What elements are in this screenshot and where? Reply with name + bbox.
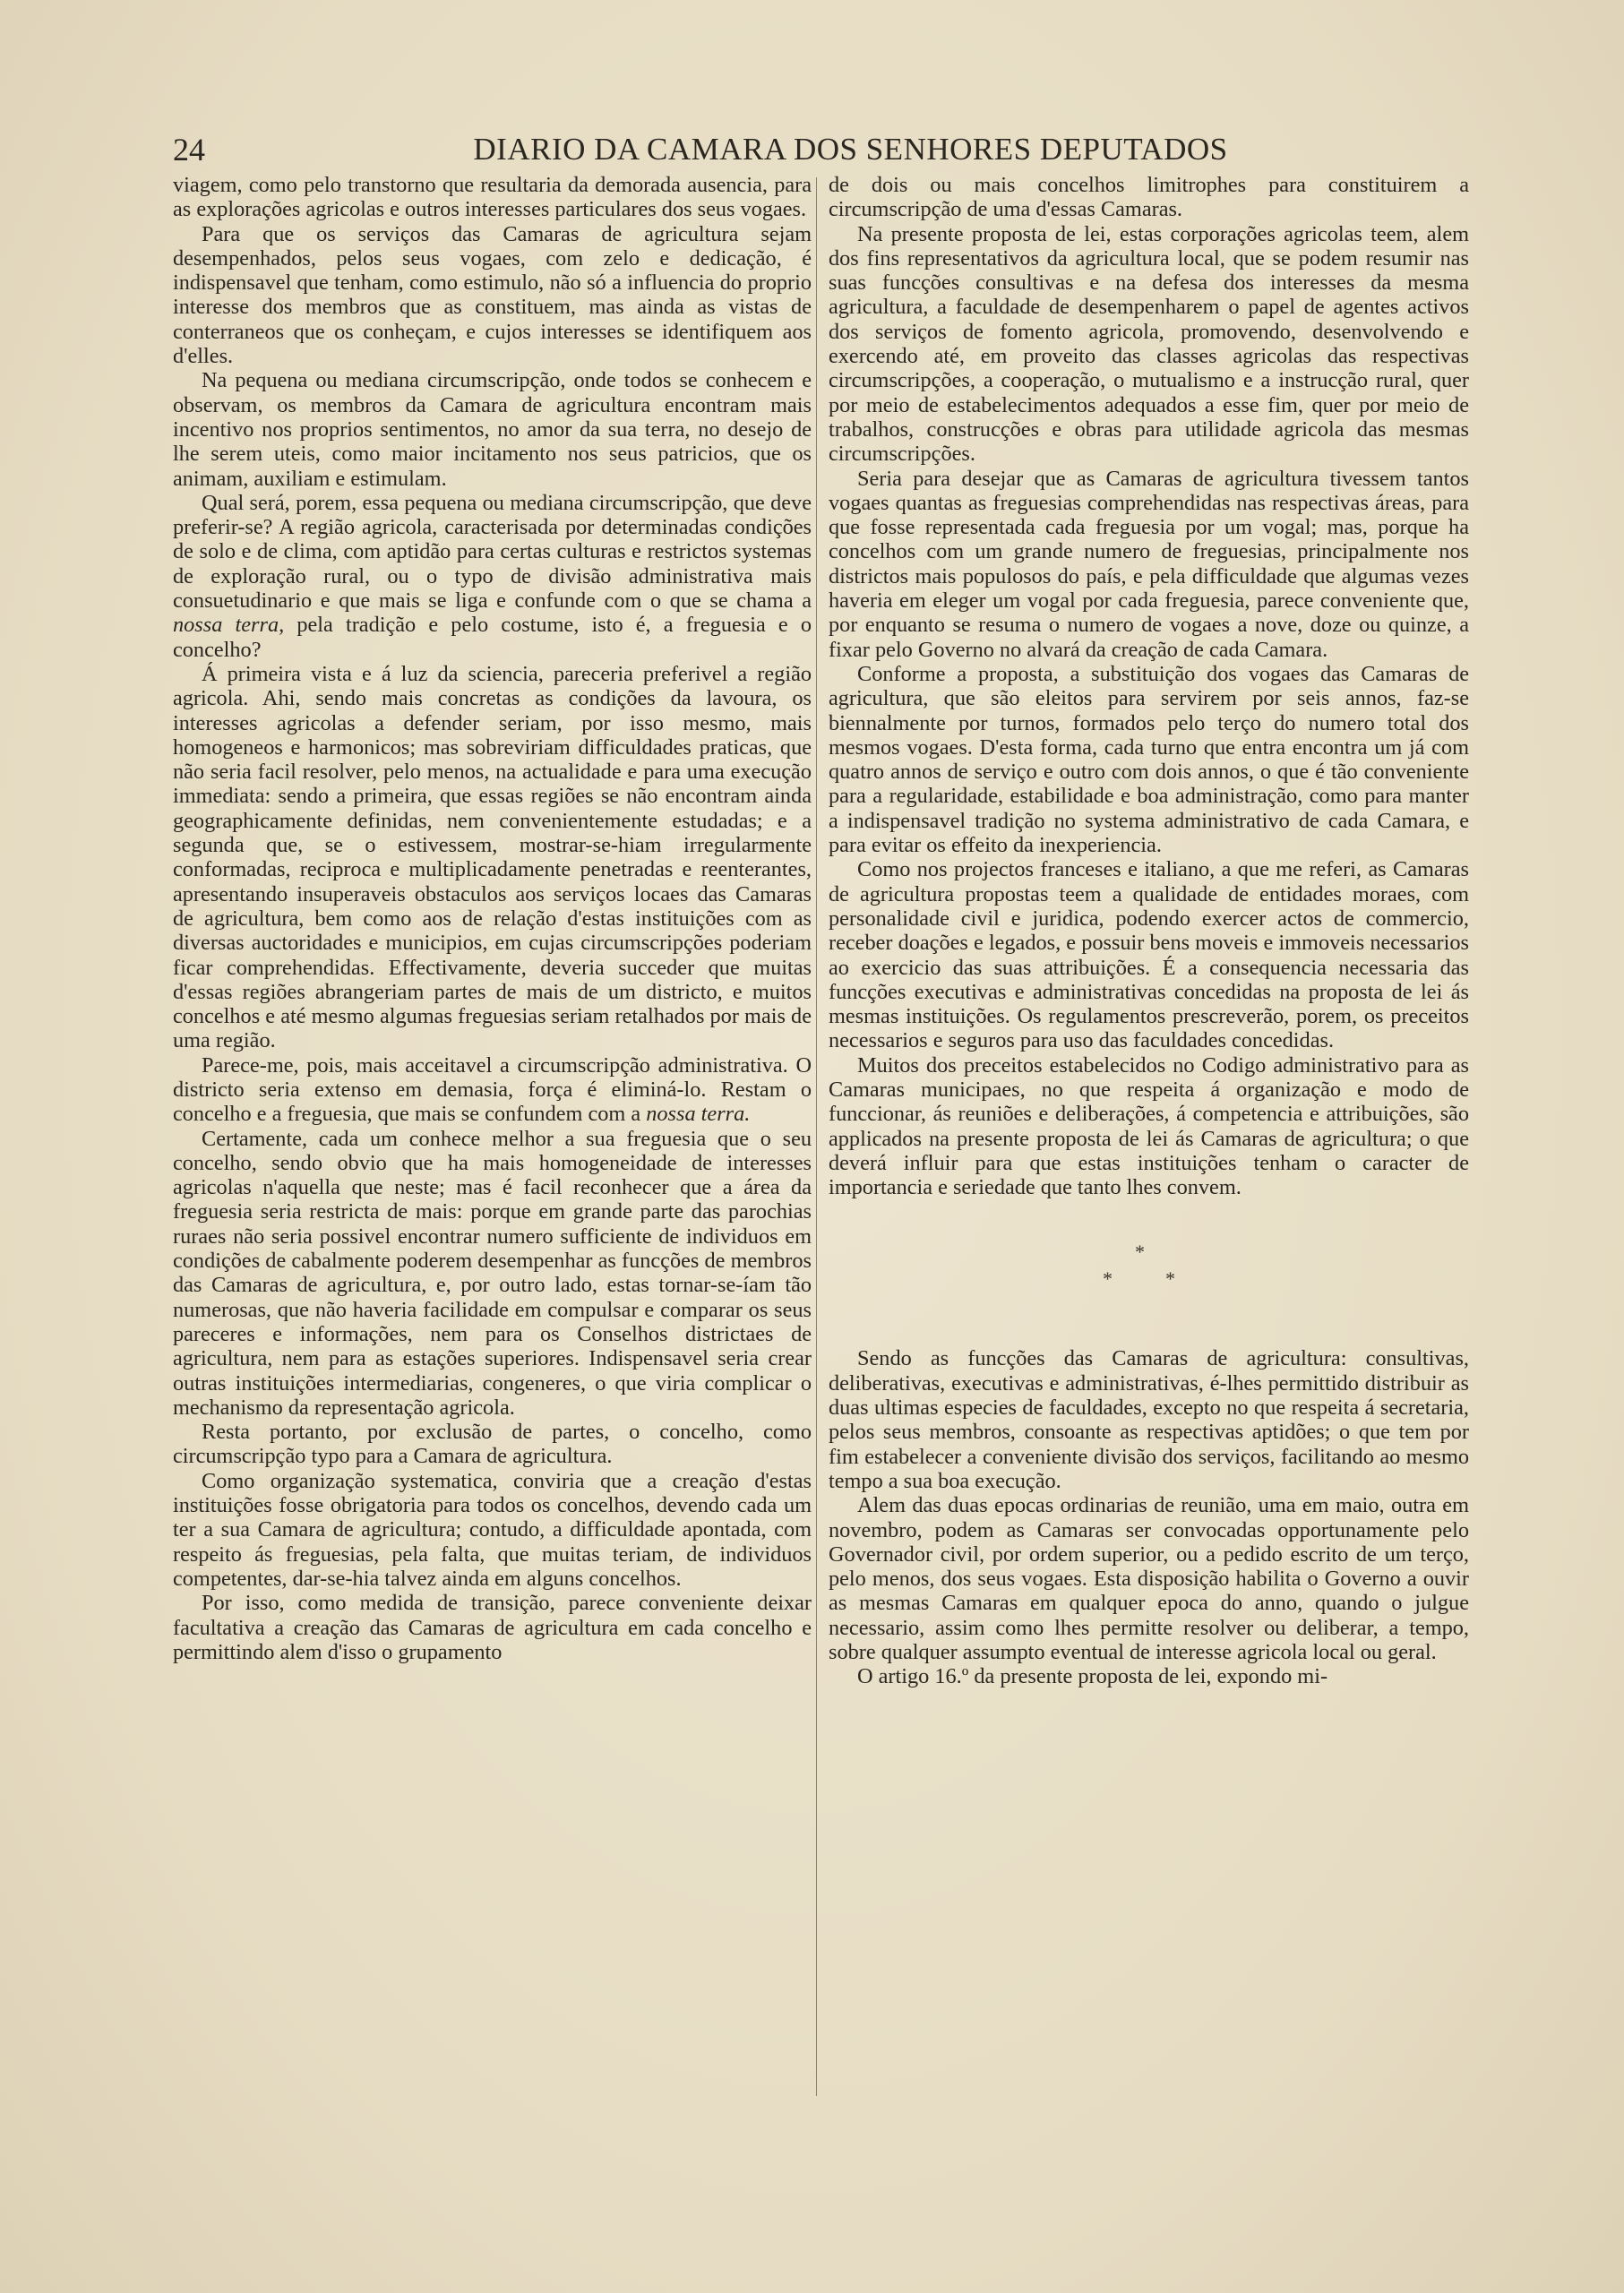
paragraph: Alem das duas epocas ordinarias de reunião, uma em maio, outra em novembro, podem as Camaras ser convocadas opportunamente pelo Governador civil, por ordem superior, ou a pedido escrito de um terço, pelo menos, dos seus vogaes. Esta disposição habilita o Governo a ouvir as mesmas Camaras em qualquer epoca do anno, quando o julgue necessario, assim como lhes permitte resolver ou deliberar, a tempo, sobre qualquer assumpto eventual de interesse agricola local ou geral. (829, 1493, 1469, 1665)
column-divider (816, 177, 817, 2096)
page-header (173, 130, 1474, 169)
paragraph: Para que os serviços das Camaras de agricultura sejam desempenhados, pelos seus vogaes, com zelo e dedicação, é indispensavel que tenham, como estimulo, não só a influencia do proprio interesse dos membros que as constituem, mas ainda as vistas de conterraneos que os conheçam, e cujos interesses se identifiquem aos d'elles. (173, 221, 812, 369)
paragraph: Seria para desejar que as Camaras de agricultura tivessem tantos vogaes quantas as freguesias comprehendidas nas respectivas áreas, para que fosse representada cada freguesia por um vogal; mas, porque ha concelhos com um grande numero de freguesias, principalmente nos districtos mais populosos do país, e pela difficuldade que algumas vezes haveria em eleger um vogal por cada freguesia, parece conveniente que, por enquanto se resuma o numero de vogaes a nove, doze ou quinze, a fixar pelo Governo no alvará da creação de cada Camara. (829, 466, 1469, 662)
page-number: 24 (173, 132, 205, 167)
paragraph: viagem, como pelo transtorno que resultaria da demorada ausencia, para as explorações agricolas e outros interesses particulares dos seus vogaes. (173, 173, 812, 222)
italic-phrase: nossa terra. (646, 1102, 751, 1127)
section-asterism (829, 1232, 1469, 1312)
paragraph: Por isso, como medida de transição, parece conveniente deixar facultativa a creação das Camaras de agricultura em cada concelho e permittindo alem d'isso o grupamento (173, 1591, 812, 1664)
paragraph (173, 491, 812, 662)
paragraph: Na pequena ou mediana circumscripção, onde todos se conhecem e observam, os membros da Camara de agricultura encontram mais incentivo nos proprios sentimentos, no amor da sua terra, no desejo de lhe serem uteis, como maior incitamento nos seus patricios, que os animam, auxiliam e estimulam. (173, 368, 812, 491)
italic-phrase: nossa terra, (173, 613, 285, 638)
paragraph: de dois ou mais concelhos limitrophes para constituirem a circumscripção de uma d'essas Camaras. (829, 173, 1469, 222)
paragraph: Muitos dos preceitos estabelecidos no Codigo administrativo para as Camaras municipaes, no que respeita á organização e modo de funccionar, ás reuniões e deliberações, á competencia e attribuições, são applicados na presente proposta de lei ás Camaras de agricultura; o que deverá influir para que estas instituições tenham o caracter de importancia e seriedade que tanto lhes convem. (829, 1052, 1469, 1200)
right-column (829, 173, 1469, 1689)
paragraph: Resta portanto, por exclusão de partes, o concelho, como circumscripção typo para a Camara de agricultura. (173, 1420, 812, 1469)
left-column (173, 173, 812, 1664)
paragraph-text: Parece-me, pois, mais acceitavel a circumscripção administrativa. O districto seria extenso em demasia, força é eliminá-lo. Restam o concelho e a freguesia, que mais se confundem com a (173, 1052, 812, 1127)
asterisk: * (1103, 1267, 1113, 1291)
paragraph: Certamente, cada um conhece melhor a sua freguesia que o seu concelho, sendo obvio que ha mais homogeneidade de interesses agricolas n'aquella que neste; mas é facil reconhecer que a área da freguesia seria restricta de mais: porque em grande parte das parochias ruraes não seria possivel encontrar numero sufficiente de individuos em condições de cabalmente poderem desempenhar as funcções de membros das Camaras de agricultura, e, por outro lado, estas tornar-se-íam tão numerosas, que não haveria facilidade em compulsar e comparar os seus pareceres e informações, nem para os Conselhos districtaes de agricultura, nem para as estações superiores. Indispensavel seria crear outras instituições intermediarias, congeneres, o que viria complicar o mechanismo da representação agricola. (173, 1126, 812, 1420)
paragraph: Na presente proposta de lei, estas corporações agricolas teem, alem dos fins representativos da agricultura local, que se podem resumir nas suas funcções consultivas e na defesa dos interesses da mesma agricultura, a faculdade de desempenharem o papel de agentes activos dos serviços de fomento agricola, promovendo, desenvolvendo e exercendo até, em proveito das classes agricolas das respectivas circumscripções, a cooperação, o mutualismo e a instrucção rural, quer por meio de estabelecimentos adequados a esse fim, quer por meio de trabalhos, construcções e obras para utilidade agricola das mesmas circumscripções. (829, 221, 1469, 467)
paragraph: Como nos projectos franceses e italiano, a que me referi, as Camaras de agricultura propostas teem a qualidade de entidades moraes, com personalidade civil e juridica, podendo exercer actos de commercio, receber doações e legados, e possuir bens moveis e immoveis necessarios ao exercicio das suas attribuições. É a consequencia necessaria das funcções executivas e administrativas concedidas na proposta de lei ás mesmas instituições. Os regulamentos prescreverão, porem, os preceitos necessarios e seguros para uso das faculdades concedidas. (829, 857, 1469, 1053)
paragraph: Como organização systematica, conviria que a creação d'estas instituições fosse obrigatoria para todos os concelhos, devendo cada um ter a sua Camara de agricultura; contudo, a difficuldade apontada, com respeito ás freguesias, pela falta, que muitas teriam, de individuos competentes, dar-se-hia talvez ainda em alguns concelhos. (173, 1468, 812, 1591)
running-title: DIARIO DA CAMARA DOS SENHORES DEPUTADOS (473, 132, 1228, 167)
paragraph: O artigo 16.º da presente proposta de lei, expondo mi- (857, 1664, 1328, 1689)
paragraph-text: pela tradição e pelo costume, isto é, a freguesia e o concelho? (173, 613, 812, 662)
paragraph: Sendo as funcções das Camaras de agricultura: consultivas, deliberativas, executivas e administrativas, é-lhes permittido distribuir as duas ultimas especies de faculdades, excepto no que respeita á secretaria, pelos seus membros, consoante as respectivas aptidões; o que tem por fim estabelecer a conveniente divisão dos serviços, facilitando ao mesmo tempo a sua boa execução. (829, 1346, 1469, 1493)
paragraph (173, 1053, 812, 1127)
paragraph: Conforme a proposta, a substituição dos vogaes das Camaras de agricultura, que são eleitos para servirem por seis annos, faz-se biennalmente por turnos, formados pelo terço do numero total dos mesmos vogaes. D'esta forma, cada turno que entra encontra um já com quatro annos de serviço e outro com dois annos, o que é tão conveniente para a regularidade, estabilidade e boa administração, como para manter a indispensavel tradição no systema administrativo de cada Camara, e para evitar os effeito da inexperiencia. (829, 661, 1469, 858)
asterisk: * (1135, 1241, 1145, 1264)
asterisk: * (1165, 1267, 1175, 1291)
paragraph: Á primeira vista e á luz da sciencia, pareceria preferivel a região agricola. Ahi, sendo mais concretas as condições da lavoura, os interesses agricolas a defender seriam, por isso mesmo, mais homogeneos e harmonicos; mas sobreviriam difficuldades praticas, que não seria facil resolver, pelo menos, na actualidade e para uma execução immediata: sendo a primeira, que essas regiões se não encontram ainda geographicamente definidas, nem convenientemente estudadas; e a segunda que, se o estivessem, mostrar-se-hiam irregularmente conformadas, reciproca e multiplicadamente penetradas e reenterantes, apresentando insuperaveis obstaculos aos serviços locaes das Camaras de agricultura, bem como aos de relação d'estas instituições com as diversas auctoridades e municipios, em cujas circumscripções poderiam ficar comprehendidas. Effectivamente, deveria succeder que muitas d'essas regiões abrangeriam partes de mais de um districto, e muitos concelhos e até mesmo algumas freguesias seriam retalhados por mais de uma região. (173, 661, 812, 1053)
paragraph-text: Qual será, porem, essa pequena ou mediana circumscripção, que deve preferir-se? A região agricola, caracterisada por determinadas condições de solo e de clima, com aptidão para certas culturas e restrictos systemas de exploração rural, ou o typo de divisão administrativa mais consuetudinario e que mais se liga e confunde com o que se chama a (173, 490, 812, 614)
